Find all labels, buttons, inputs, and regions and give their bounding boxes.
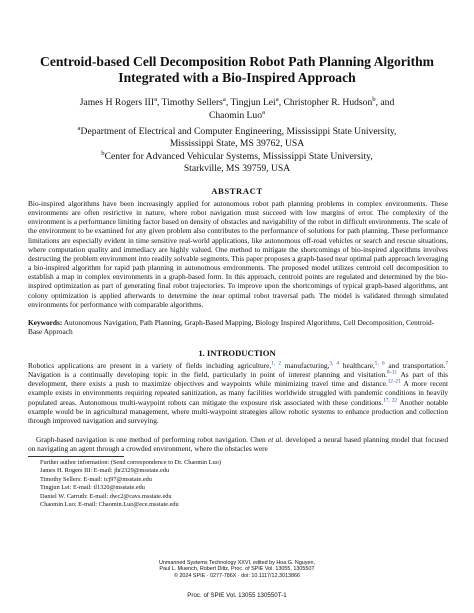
author-affil-mark: a (262, 108, 265, 116)
footnote-line: James H. Rogers III: E-mail: jhr2329@msstate.edu (40, 467, 170, 475)
affil-mark: a (77, 124, 81, 132)
footnote-rule (28, 456, 124, 457)
author-name: Christopher R. Hudson (283, 97, 373, 108)
publication-imprint (30, 560, 444, 579)
affil-text: Department of Electrical and Computer Engineering, Mississippi State University, (80, 126, 397, 137)
citation-link[interactable]: 3, 4 (329, 360, 340, 367)
footnote-line: Timothy Sellers: E-mail: tcj97@msstate.edu (40, 475, 152, 483)
intro-text: and transportation. (384, 361, 446, 370)
paper-title: Centroid-based Cell Decomposition Robot Path Planning Algorithm Integrated with a Bio-Inspired Approach (40, 54, 434, 85)
citation-link[interactable]: 17, 22 (383, 397, 398, 404)
keywords-label: Keywords: (28, 318, 63, 327)
intro-text: Robotics applications are present in a variety of fields including agriculture, (28, 361, 272, 370)
affil-mark: b (101, 149, 105, 157)
citation-link[interactable]: 7 (445, 360, 449, 367)
affiliations (30, 126, 444, 175)
keywords (28, 318, 448, 336)
affil-text: Mississippi State, MS 39762, USA (169, 138, 305, 150)
intro-paragraph (28, 435, 448, 453)
footnote-line: Further author information: (Send correspondence to Dr. Chaomin Luo) (40, 459, 221, 466)
author-name: Tingjun Lei (230, 97, 276, 108)
intro-text: manufacturing, (280, 361, 330, 370)
author-name: Timothy Sellers (161, 97, 223, 108)
abstract-body: Bio-inspired algorithms have been increasingly applied for autonomous robot path planning problems in complex environments. These environments are often restrictive in nature, where robot navigation must succeed with low margins of error. The complexity of the environment is a performance limiting factor based on density of obstacles and navigability of the robot in difficult environments. The scale of the environment to be examined for any given problem also contributes to the performance of solutions for path planning. These performance limitations are especially evident in time sensitive real-world applications, like autonomous off-road vehicles or search and rescue situations, where computation quality and immediacy are highly valued. One method to mitigate the shortcomings of bio-inspired algorithms involves destructing the problem environment into readily solvable segments. This paper proposes a graph-based near optimal path approach leveraging a bio-inspired algorithm for rapid path planning in autonomous environments. The proposed model utilizes centroid cell decomposition to establish a map in complex environments in a graph-based form. In this approach, centroid points are regulated and determined by the bio-inspired optimization as part of generating final robot trajectories. To improve upon the shortcomings of typical graph-based algorithms, ant colony optimization is applied afterwards to determine the near optimal robot traversal path. The model is validated through simulated environments for performance with comparable algorithms. (28, 199, 448, 309)
intro-text-italic: et al. (268, 435, 284, 444)
affiliation-b (30, 151, 444, 163)
imprint-line: © 2024 SPIE · 0277-786X · doi: 10.1117/12.3013866 (173, 572, 301, 579)
citation-link[interactable]: 1, 2 (271, 360, 281, 367)
citation-link[interactable]: 5, 6 (374, 360, 385, 367)
author-list: James H Rogers III$^a$, Timothy Sellers$^a$, Tingjun Lei$^a$, Christopher R. Hudson$^b$, and Chaomin Luo$^a$ (79, 95, 395, 121)
author-affil-mark: b (372, 95, 376, 103)
author-affil-mark: a (154, 95, 158, 103)
author-footnotes (40, 459, 440, 509)
intro-text: healthcare, (339, 361, 375, 370)
author-name: James H Rogers III (79, 97, 155, 108)
keywords-text: Autonomous Navigation, Path Planning, Graph-Based Mapping, Biology Inspired Algorithms, Cell Decomposition, Centroid-Base Approach (28, 318, 435, 337)
citation-link[interactable]: 8–11 (387, 369, 398, 376)
citation-link[interactable]: 12–21 (387, 378, 401, 385)
intro-text: Navigation is a continually developing topic in the field, particularly in point of interest planning and visitation. (28, 370, 388, 380)
intro-text: Graph-based navigation is one method of performing robot navigation. Chen (36, 435, 269, 444)
intro-paragraph (28, 361, 448, 425)
affil-text: Center for Advanced Vehicular Systems, Mississippi State University, (104, 150, 373, 162)
affil-text: Starkville, MS 39759, USA (183, 162, 291, 174)
imprint-line: Paul L. Muench, Robert Diltz, Proc. of SPIE Vol. 13055, 130550T (159, 566, 315, 573)
page-footer: Proc. of SPIE Vol. 13055 130550T-1 (187, 592, 287, 599)
intro-text: developed a neural based planning model that focused on navigating an agent through a crowded environment, where the obstacles were (28, 435, 448, 454)
intro-text: Another notable example would be in agricultural management, where multi-waypoint strategies allow robotic systems to enhance production and collection through improved navigation and surveying. (28, 397, 449, 425)
intro-text: A more recent example exists in environments requiring repeated sanitization, as many facilities worldwide struggled with pandemic conditions in heavily populated areas. Autonomous multi-waypoint robots can mitigate the exposure risk associated with these conditions. (28, 379, 448, 407)
imprint-line: Unmanned Systems Technology XXVI, edited by Hoa G. Nguyen, (158, 560, 315, 566)
section-heading-introduction: 1. INTRODUCTION (198, 348, 276, 358)
abstract-heading: ABSTRACT (211, 186, 263, 196)
author-affil-mark: a (222, 95, 226, 103)
intro-text: As part of this development, there exists a push to maximize objectives and waypoints while minimizing travel time and distance. (28, 370, 449, 389)
footnote-line: Tingjun Lei: E-mail: tl1320@msstate.edu (40, 484, 145, 492)
footnote-line: Daniel W. Carruth: E-mail: dwc2@cavs.msstate.edu (40, 492, 172, 500)
author-name: Chaomin Luo (208, 110, 263, 121)
author-affil-mark: a (275, 95, 279, 103)
footnote-line: Chaomin Luo: E-mail: Chaomin.Luo@ece.msstate.edu (40, 501, 179, 509)
affiliation-a (30, 126, 444, 138)
